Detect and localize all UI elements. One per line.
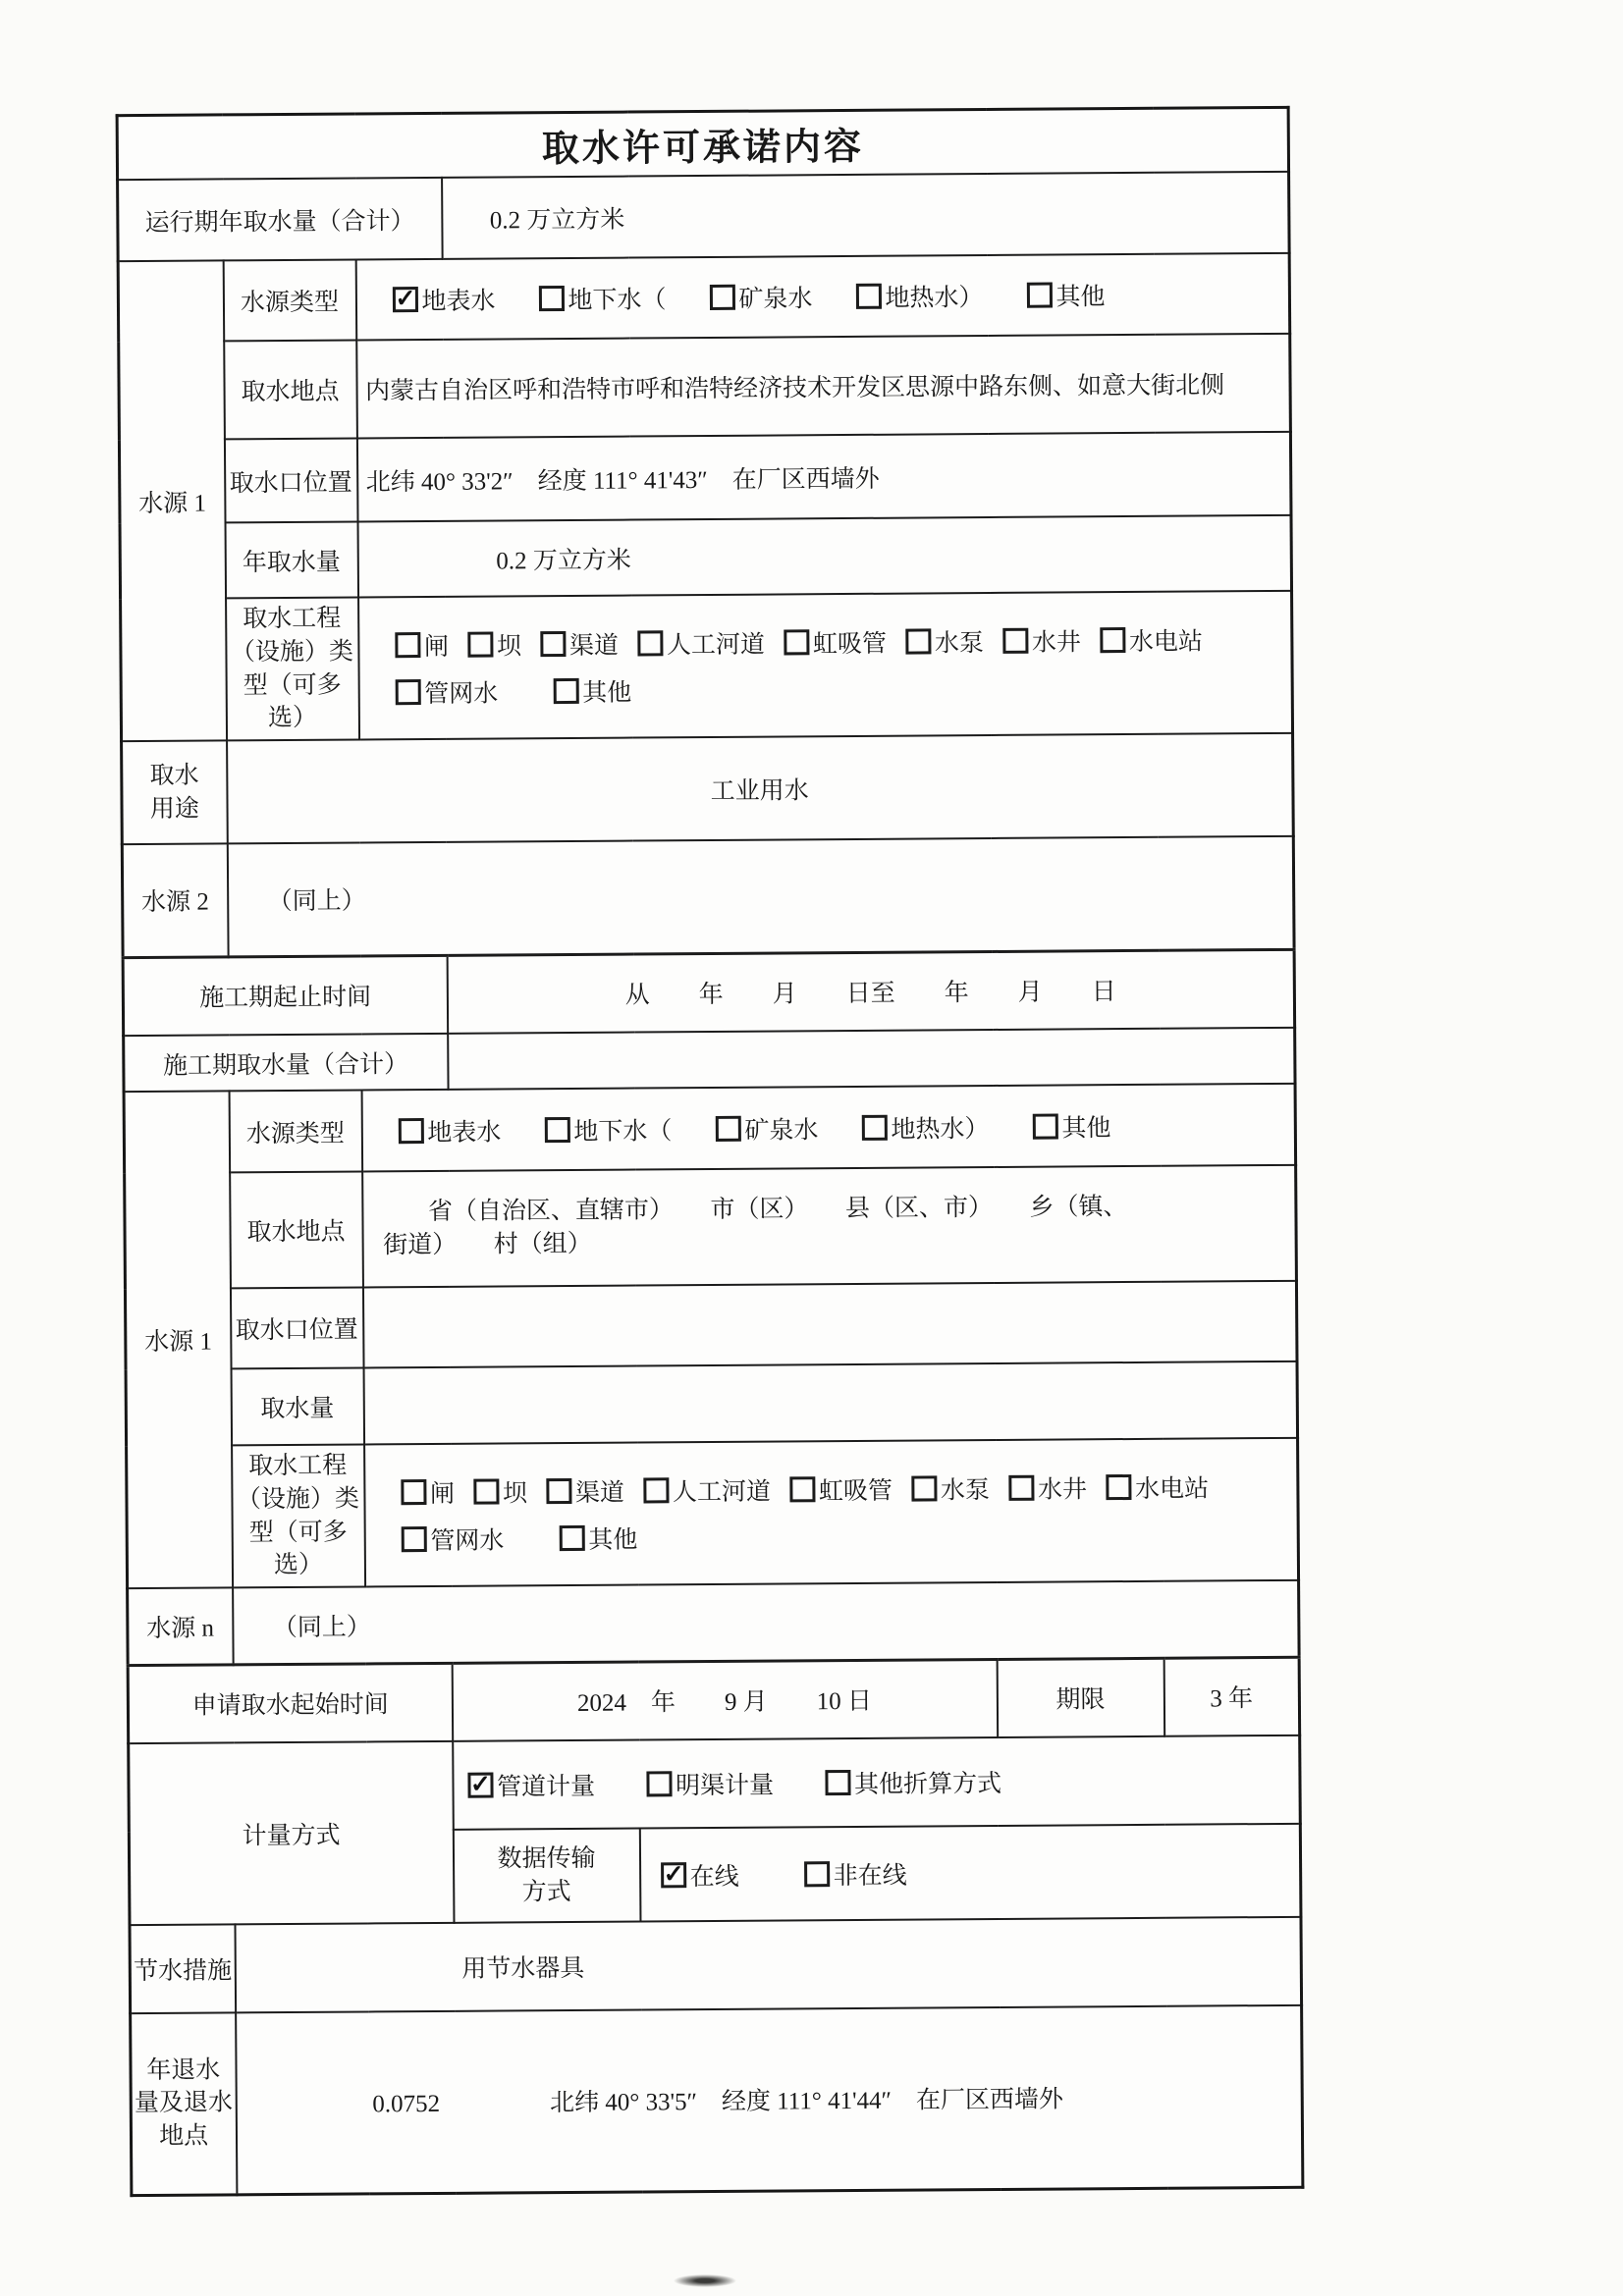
source1-location-value: 内蒙古自治区呼和浩特市呼和浩特经济技术开发区思源中路东侧、如意大街北侧 <box>356 334 1291 439</box>
construction-source1-intake-value <box>362 1281 1297 1368</box>
checkbox-option[interactable] <box>643 1471 771 1508</box>
checkbox-icon <box>861 1114 887 1140</box>
checkbox-icon <box>855 284 881 309</box>
application-term-label: 期限 <box>997 1658 1164 1737</box>
checkbox-icon <box>467 1773 493 1798</box>
checkbox-option[interactable] <box>395 673 498 710</box>
checkbox-option[interactable] <box>467 1767 595 1803</box>
checkbox-option[interactable] <box>905 623 984 660</box>
construction-source1-project-cell <box>364 1438 1299 1587</box>
data-transmission-options <box>649 1850 1292 1895</box>
checkbox-icon <box>559 1524 584 1550</box>
checkbox-label: 虹吸管 <box>812 630 888 658</box>
data-transmission-cell <box>639 1824 1301 1922</box>
checkbox-option[interactable] <box>804 1855 907 1892</box>
checkbox-icon <box>1106 1474 1131 1500</box>
checkbox-label: 水井 <box>1031 628 1082 657</box>
checkbox-icon <box>1002 627 1028 653</box>
checkbox-label: 管道计量 <box>496 1773 596 1801</box>
drainage-label: 年退水 量及退水 地点 <box>131 2012 237 2195</box>
construction-total-value <box>448 1028 1295 1090</box>
source1-volume-label: 年取水量 <box>225 521 358 598</box>
checkbox-label: 水井 <box>1037 1475 1088 1504</box>
application-start-label: 申请取水起始时间 <box>128 1663 453 1743</box>
checkbox-label: 水电站 <box>1128 627 1204 656</box>
checkbox-label: 渠道 <box>568 632 620 660</box>
construction-source1-project-options-line1 <box>373 1466 1289 1512</box>
checkbox-icon <box>789 1476 815 1502</box>
source2-label: 水源 2 <box>122 843 228 957</box>
source1-location-label: 取水地点 <box>224 340 357 439</box>
checkbox-label: 其他 <box>582 679 632 707</box>
construction-source1-type-cell <box>361 1084 1296 1172</box>
application-term-value: 3 年 <box>1163 1657 1300 1736</box>
metering-methods-cell <box>453 1735 1301 1830</box>
operation-total-label: 运行期年取水量（合计） <box>118 178 443 261</box>
source1-intake-value: 北纬 40° 33'2″ 经度 111° 41'43″ 在厂区西墙外 <box>356 432 1291 522</box>
checkbox-label: 坝 <box>496 632 522 660</box>
checkbox-label: 其他 <box>1055 284 1106 311</box>
construction-source1-location-label: 取水地点 <box>230 1171 363 1288</box>
drainage-value-cell <box>236 2005 1303 2195</box>
checkbox-icon <box>715 1115 740 1141</box>
checkbox-option[interactable] <box>1106 1468 1209 1505</box>
source1-intake-label: 取水口位置 <box>224 438 357 522</box>
checkbox-option[interactable] <box>789 1470 893 1507</box>
checkbox-icon <box>473 1478 499 1504</box>
checkbox-option[interactable] <box>661 1856 739 1893</box>
checkbox-option[interactable] <box>559 1520 637 1556</box>
construction-source1-intake-label: 取水口位置 <box>230 1287 363 1368</box>
permit-table <box>116 106 1305 2197</box>
checkbox-label: 地下水（ <box>573 1117 673 1146</box>
checkbox-icon <box>467 631 493 657</box>
checkbox-label: 虹吸管 <box>818 1477 893 1505</box>
checkbox-option[interactable] <box>1100 621 1203 658</box>
checkbox-icon <box>825 1770 850 1795</box>
checkbox-option[interactable] <box>825 1764 1001 1800</box>
checkbox-icon <box>1032 1113 1057 1139</box>
checkbox-icon <box>1008 1474 1034 1500</box>
purpose-value: 工业用水 <box>227 733 1294 844</box>
source1-project-label: 取水工程 （设施）类 型（可多选） <box>226 597 359 740</box>
checkbox-option[interactable] <box>1026 277 1105 313</box>
checkbox-label: 水泵 <box>934 629 985 657</box>
checkbox-option[interactable] <box>553 672 631 709</box>
checkbox-icon <box>395 632 420 658</box>
construction-source1-project-label: 取水工程 （设施）类 型（可多选） <box>232 1444 365 1587</box>
checkbox-option[interactable] <box>861 1109 989 1146</box>
source1-project-options-line1 <box>367 618 1283 665</box>
source1-volume-value: 0.2 万立方米 <box>357 515 1292 598</box>
checkbox-label: 矿泉水 <box>738 286 813 313</box>
source-n-value: （同上） <box>233 1580 1300 1665</box>
checkbox-option[interactable] <box>398 1112 501 1148</box>
checkbox-label: 地热水） <box>891 1115 990 1144</box>
checkbox-label: 渠道 <box>574 1479 625 1507</box>
scanned-permit-form <box>116 106 1302 2197</box>
checkbox-label: 地热水） <box>885 285 984 312</box>
checkbox-icon <box>637 630 663 656</box>
checkbox-option[interactable] <box>1002 622 1081 659</box>
checkbox-option[interactable] <box>637 624 765 661</box>
checkbox-icon <box>905 628 931 654</box>
checkbox-label: 其他折算方式 <box>853 1770 1002 1798</box>
checkbox-option[interactable] <box>784 623 887 660</box>
checkbox-option[interactable] <box>395 626 449 662</box>
checkbox-option[interactable] <box>401 1473 455 1509</box>
checkbox-label: 水泵 <box>940 1476 991 1504</box>
checkbox-label: 管网水 <box>430 1526 505 1555</box>
application-start-date: 2024 年 9 月 10 日 <box>452 1659 998 1741</box>
checkbox-label: 坝 <box>502 1479 528 1507</box>
checkbox-label: 明渠计量 <box>675 1772 775 1800</box>
checkbox-label: 其他 <box>1061 1114 1111 1142</box>
source2-value: （同上） <box>227 836 1294 957</box>
water-saving-value: 用节水器具 <box>235 1917 1302 2013</box>
drainage-location: 北纬 40° 33'5″ 经度 111° 41'44″ 在厂区西墙外 <box>549 2086 1064 2117</box>
checkbox-icon <box>546 1477 571 1503</box>
checkbox-icon <box>804 1861 830 1887</box>
construction-source1-volume-value <box>363 1362 1298 1445</box>
checkbox-icon <box>643 1477 669 1503</box>
checkbox-label: 矿泉水 <box>744 1116 819 1145</box>
metering-method-options <box>461 1760 1291 1805</box>
checkbox-label: 地下水（ <box>568 287 667 314</box>
checkbox-label: 人工河道 <box>666 631 766 659</box>
checkbox-icon <box>1100 627 1125 653</box>
checkbox-option[interactable] <box>1032 1108 1110 1145</box>
source1-type-options <box>364 274 1280 320</box>
checkbox-option[interactable] <box>392 281 495 317</box>
checkbox-icon <box>395 679 420 705</box>
source1-project-options-line2 <box>367 658 1283 712</box>
checkbox-icon <box>401 1479 426 1505</box>
construction-source1-group-label: 水源 1 <box>124 1091 233 1588</box>
metering-label: 计量方式 <box>129 1741 454 1925</box>
checkbox-icon <box>784 629 809 655</box>
checkbox-label: 闸 <box>423 633 450 661</box>
checkbox-icon <box>911 1475 937 1501</box>
construction-source1-type-options <box>370 1104 1286 1150</box>
checkbox-icon <box>661 1862 686 1888</box>
checkbox-option[interactable] <box>546 1472 624 1509</box>
construction-source1-project-options-line2 <box>373 1505 1289 1559</box>
construction-source1-location-value: 省（自治区、直辖市） 市（区） 县（区、市） 乡（镇、 街道） 村（组） <box>362 1165 1297 1288</box>
checkbox-option[interactable] <box>709 279 812 315</box>
checkbox-icon <box>538 286 564 311</box>
checkbox-icon <box>392 287 417 312</box>
checkbox-icon <box>540 631 566 657</box>
checkbox-label: 在线 <box>689 1863 739 1891</box>
checkbox-label: 地表水 <box>427 1118 502 1147</box>
checkbox-icon <box>553 677 578 703</box>
source1-project-cell <box>358 591 1293 740</box>
checkbox-label: 闸 <box>429 1480 456 1508</box>
checkbox-option[interactable] <box>473 1473 527 1509</box>
construction-source1-type-label: 水源类型 <box>229 1090 362 1172</box>
checkbox-option[interactable] <box>540 625 619 662</box>
checkbox-label: 地表水 <box>421 288 496 316</box>
checkbox-label: 其他 <box>588 1526 638 1554</box>
checkbox-icon <box>646 1771 672 1796</box>
checkbox-label: 水电站 <box>1134 1474 1210 1503</box>
checkbox-option[interactable] <box>646 1766 774 1802</box>
scan-artifact <box>674 2274 736 2287</box>
checkbox-option[interactable] <box>715 1110 818 1147</box>
construction-period-label: 施工期起止时间 <box>123 955 448 1036</box>
data-transmission-label: 数据传输 方式 <box>453 1829 640 1923</box>
checkbox-label: 人工河道 <box>672 1478 772 1506</box>
checkbox-icon <box>544 1116 569 1142</box>
construction-total-label: 施工期取水量（合计） <box>124 1034 448 1092</box>
water-saving-label: 节水措施 <box>130 1924 236 2013</box>
source1-type-label: 水源类型 <box>223 259 356 341</box>
checkbox-label: 非在线 <box>833 1862 907 1890</box>
checkbox-option[interactable] <box>467 626 521 662</box>
checkbox-icon <box>709 285 734 310</box>
checkbox-option[interactable] <box>538 280 666 316</box>
construction-source1-volume-label: 取水量 <box>231 1367 364 1445</box>
checkbox-icon <box>401 1526 426 1552</box>
source1-group-label: 水源 1 <box>118 260 226 741</box>
form-title: 取水许可承诺内容 <box>117 107 1288 180</box>
checkbox-icon <box>398 1118 423 1144</box>
construction-period-value: 从 年 月 日至 年 月 日 <box>447 949 1295 1034</box>
checkbox-option[interactable] <box>401 1521 504 1557</box>
operation-total-value: 0.2 万立方米 <box>442 172 1290 259</box>
source-n-label: 水源 n <box>128 1587 234 1665</box>
checkbox-option[interactable] <box>544 1111 672 1148</box>
checkbox-option[interactable] <box>1008 1469 1087 1506</box>
checkbox-option[interactable] <box>911 1470 990 1507</box>
drainage-volume: 0.0752 <box>372 2091 441 2118</box>
checkbox-option[interactable] <box>855 278 983 314</box>
source1-type-cell <box>355 253 1290 341</box>
checkbox-icon <box>1026 283 1052 308</box>
purpose-label: 取水 用途 <box>122 740 228 844</box>
checkbox-label: 管网水 <box>424 679 499 708</box>
